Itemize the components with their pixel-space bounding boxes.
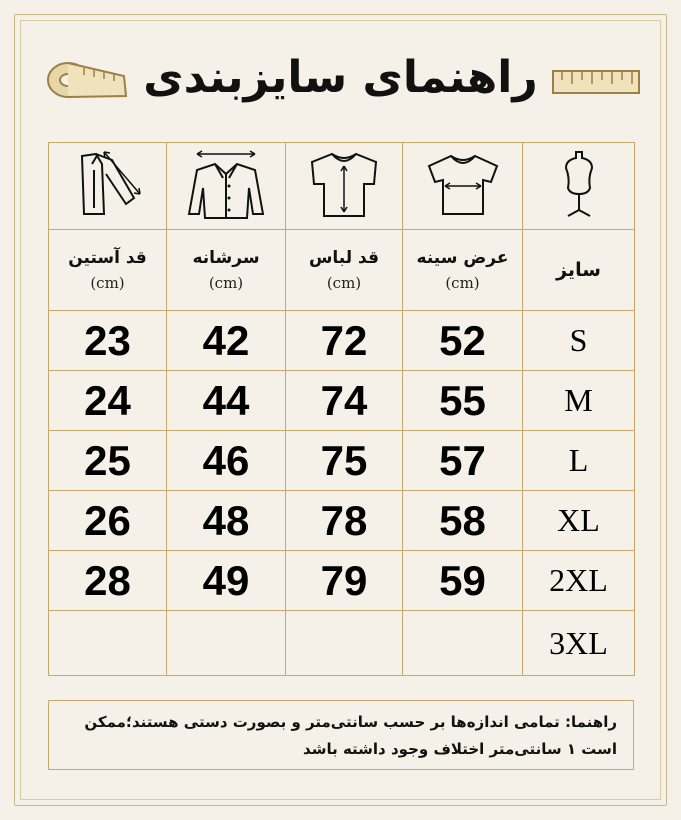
column-header-size <box>523 230 635 311</box>
chest-value: 59 <box>403 551 523 611</box>
sleeve-length-icon <box>68 148 148 220</box>
garment-length-icon <box>304 148 384 220</box>
column-label: قد لباس <box>308 248 380 268</box>
shoulder-value <box>167 611 286 676</box>
column-label: سرشانه <box>192 248 260 268</box>
length-value: 72 <box>286 311 403 371</box>
column-header-chest <box>403 230 523 311</box>
size-value: 2XL <box>523 551 635 611</box>
size-value: S <box>523 311 635 371</box>
sleeve-length-icon-cell <box>49 143 167 230</box>
column-unit: (cm) <box>326 274 362 292</box>
column-unit: (cm) <box>90 274 125 292</box>
chest-value: 57 <box>403 431 523 491</box>
sleeve-value: 26 <box>49 491 167 551</box>
chest-value: 52 <box>403 311 523 371</box>
size-value: 3XL <box>523 611 635 676</box>
icon-row <box>49 143 635 230</box>
column-header-sleeve <box>49 230 167 311</box>
table-row <box>49 371 635 431</box>
sleeve-value: 23 <box>49 311 167 371</box>
table-row <box>49 491 635 551</box>
length-value: 79 <box>286 551 403 611</box>
chest-value: 58 <box>403 491 523 551</box>
guide-note: راهنما: تمامی اندازه‌ها بر حسب سانتی‌متر و بصورت دستی هستند؛ممکن است ۱ سانتی‌متر اختلاف وجود داشته باشد <box>48 700 634 770</box>
shoulder-width-icon-cell <box>167 143 286 230</box>
column-label: قد آستین <box>68 248 147 268</box>
length-value: 74 <box>286 371 403 431</box>
column-header-length <box>286 230 403 311</box>
shoulder-width-icon <box>183 148 269 220</box>
header-row <box>49 230 635 311</box>
shoulder-value: 42 <box>167 311 286 371</box>
length-value <box>286 611 403 676</box>
table-row <box>49 611 635 676</box>
shoulder-value: 48 <box>167 491 286 551</box>
table-row <box>49 311 635 371</box>
page-title: راهنمای سایزبندی <box>143 52 538 103</box>
length-value: 78 <box>286 491 403 551</box>
chest-value: 55 <box>403 371 523 431</box>
sleeve-value: 24 <box>49 371 167 431</box>
column-unit: (cm) <box>445 274 480 292</box>
size-value: M <box>523 371 635 431</box>
column-label: عرض سینه <box>416 248 509 268</box>
shoulder-value: 46 <box>167 431 286 491</box>
length-value: 75 <box>286 431 403 491</box>
size-value: L <box>523 431 635 491</box>
shoulder-value: 49 <box>167 551 286 611</box>
size-header-label: سایز <box>556 259 601 281</box>
mannequin-icon <box>554 148 604 220</box>
chest-value <box>403 611 523 676</box>
shoulder-value: 44 <box>167 371 286 431</box>
column-unit: (cm) <box>208 274 244 292</box>
table-row <box>49 551 635 611</box>
sleeve-value: 28 <box>49 551 167 611</box>
table-row <box>49 431 635 491</box>
chest-width-icon-cell <box>403 143 523 230</box>
chest-width-icon <box>423 148 503 220</box>
column-header-shoulder <box>167 230 286 311</box>
mannequin-icon-cell <box>523 143 635 230</box>
size-table <box>48 142 635 676</box>
size-value: XL <box>523 491 635 551</box>
garment-length-icon-cell <box>286 143 403 230</box>
sleeve-value <box>49 611 167 676</box>
sleeve-value: 25 <box>49 431 167 491</box>
